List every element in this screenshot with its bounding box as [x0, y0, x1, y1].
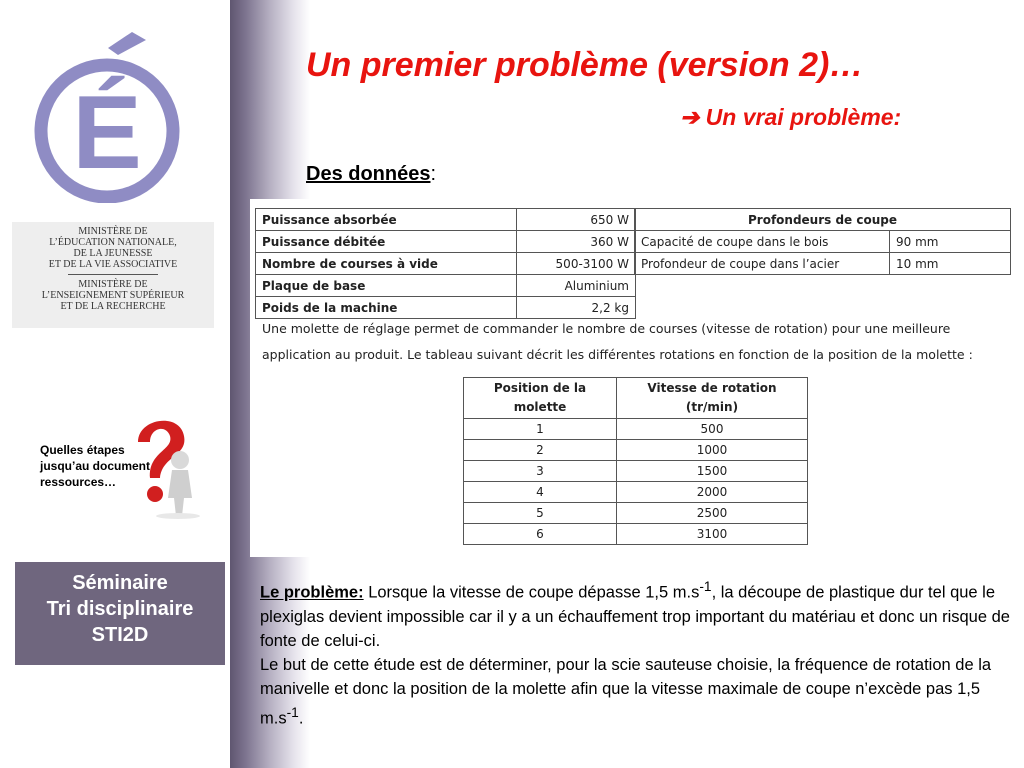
problem-text-4: . [298, 709, 304, 727]
position-cell: 2 [464, 440, 617, 461]
specs-table [255, 208, 636, 319]
speed-cell: 2500 [617, 503, 808, 524]
slide-subtitle [680, 104, 901, 131]
problem-exponent-1: -1 [699, 579, 712, 594]
seminar-line-1: Séminaire [72, 572, 168, 594]
spec-value: 2,2 kg [517, 297, 636, 319]
arrow-right-icon: ➔ [680, 104, 700, 130]
education-e-logo-icon [20, 28, 195, 203]
problem-text-3: Le but de cette étude est de déterminer, pour la scie sauteuse choisie, la fréquence de rotation de la manivelle et donc la position de la molette afin que la vitesse maximale de coupe n’excède pas 1,5 m.s [260, 655, 992, 727]
problem-text-2: , la découpe de plastique dur tel que le plexiglas devient impossible car il y a un échauffement trop important du matériau et donc un risque de fonte de celui-ci. [260, 583, 1010, 650]
sidebar [0, 0, 230, 768]
ministry-block [12, 222, 214, 328]
cut-depth-table [634, 208, 1011, 275]
question-mark-figure-icon [118, 412, 216, 520]
spec-label: Plaque de base [256, 275, 517, 297]
logo-letter: É [72, 75, 142, 191]
ministry-1-line-4: ET DE LA VIE ASSOCIATIVE [48, 259, 178, 270]
table-row [635, 231, 1011, 253]
speed-cell: 500 [617, 419, 808, 440]
depth-value: 90 mm [890, 231, 1011, 253]
seminar-box [15, 562, 225, 665]
seminar-line-3: STI2D [91, 624, 149, 646]
position-cell: 6 [464, 524, 617, 545]
position-cell: 5 [464, 503, 617, 524]
table-row [464, 503, 808, 524]
table-row [464, 524, 808, 545]
spec-value: Aluminium [517, 275, 636, 297]
table-row [635, 253, 1011, 275]
data-heading [306, 163, 436, 186]
data-heading-colon: : [430, 163, 437, 185]
table-row [464, 482, 808, 503]
position-cell: 1 [464, 419, 617, 440]
table-row [256, 275, 636, 297]
rotation-table [463, 377, 808, 545]
position-cell: 4 [464, 482, 617, 503]
problem-statement [260, 575, 1010, 730]
table-row [464, 461, 808, 482]
spec-value: 650 W [517, 209, 636, 231]
data-document [250, 199, 1020, 557]
table-row [635, 209, 1011, 231]
ministry-1-line-2: L’ÉDUCATION NATIONALE, [49, 237, 177, 248]
column-header-speed: Vitesse de rotation (tr/min) [617, 378, 808, 419]
slide-title: Un premier problème (version 2)… [306, 46, 864, 84]
spec-value: 500-3100 W [517, 253, 636, 275]
ministry-1-line-3: DE LA JEUNESSE [73, 248, 153, 259]
spec-label: Puissance absorbée [256, 209, 517, 231]
spec-label: Poids de la machine [256, 297, 517, 319]
spec-label: Puissance débitée [256, 231, 517, 253]
subtitle-text: Un vrai problème: [705, 104, 902, 130]
intro-paragraph: Une molette de réglage permet de commander le nombre de courses (vitesse de rotation) pour une meilleure application au produit. Le tableau suivant décrit les différentes rotations en fonction de la position de la molette : [262, 321, 973, 362]
ministry-2-line-2: L’ENSEIGNEMENT SUPÉRIEUR [41, 290, 185, 301]
table-row [464, 440, 808, 461]
spec-value: 360 W [517, 231, 636, 253]
table-row [256, 231, 636, 253]
table-row [256, 253, 636, 275]
problem-label: Le problème: [260, 583, 364, 602]
ministry-divider [68, 274, 158, 275]
ministry-2-line-1: MINISTÈRE DE [78, 279, 148, 290]
depth-value: 10 mm [890, 253, 1011, 275]
problem-exponent-2: -1 [286, 704, 299, 720]
speed-cell: 1000 [617, 440, 808, 461]
speed-cell: 3100 [617, 524, 808, 545]
speed-cell: 1500 [617, 461, 808, 482]
column-header-position: Position de la molette [464, 378, 617, 419]
ministry-2-line-3: ET DE LA RECHERCHE [60, 301, 166, 312]
depth-label: Profondeur de coupe dans l’acier [635, 253, 890, 275]
position-cell: 3 [464, 461, 617, 482]
table-row [256, 209, 636, 231]
table-row [464, 419, 808, 440]
problem-text-1: Lorsque la vitesse de coupe dépasse 1,5 m.s [363, 583, 700, 602]
question-text: Quelles étapes jusqu’au document ressources… [40, 443, 151, 489]
seminar-line-2: Tri disciplinaire [46, 598, 194, 620]
spec-label: Nombre de courses à vide [256, 253, 517, 275]
speed-cell: 2000 [617, 482, 808, 503]
data-heading-text: Des données [306, 163, 431, 185]
cut-depth-header: Profondeurs de coupe [635, 209, 1011, 231]
depth-label: Capacité de coupe dans le bois [635, 231, 890, 253]
ministry-1-line-1: MINISTÈRE DE [78, 226, 148, 237]
table-header-row [464, 378, 808, 419]
